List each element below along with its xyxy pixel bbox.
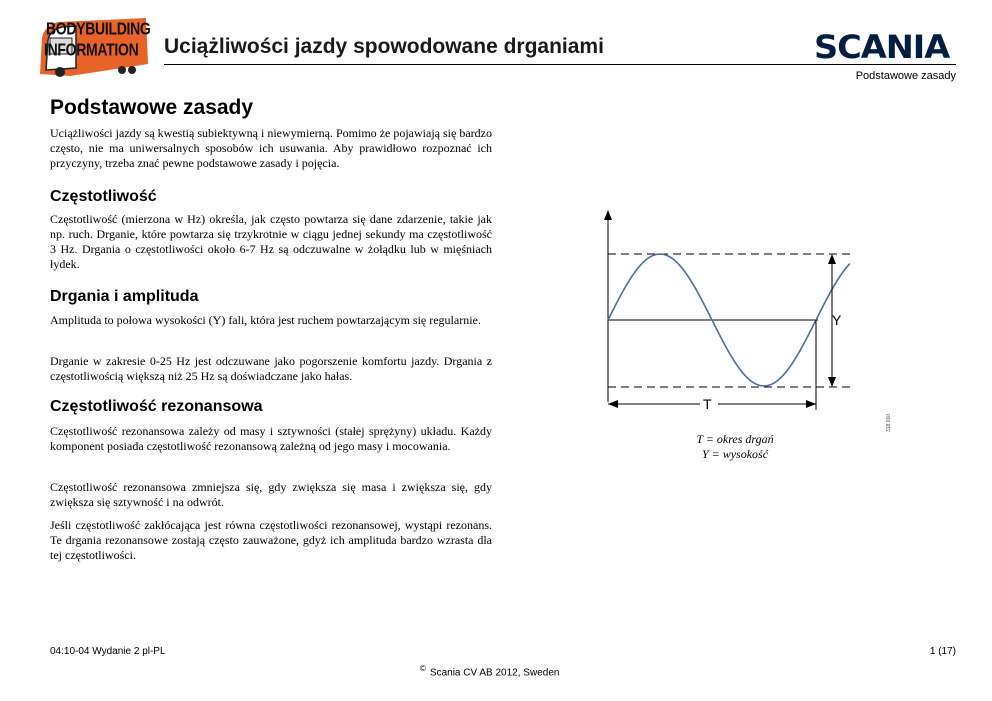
section-heading-frequency: Częstotliwość bbox=[50, 188, 157, 205]
amplitude-paragraph-2: Drganie w zakresie 0-25 Hz jest odczuwane jako pogorszenie komfortu jazdy. Drgania z częstotliwością większą niż 25 Hz są doświadczane jako hałas. bbox=[50, 354, 492, 383]
amplitude-paragraph-1: Amplituda to połowa wysokości (Y) fali, która jest ruchem powtarzającym się regularnie. bbox=[50, 313, 481, 327]
section-heading-amplitude: Drgania i amplituda bbox=[50, 288, 199, 305]
logo-text-bottom: INFORMATION bbox=[44, 39, 139, 59]
t-label: T bbox=[703, 396, 712, 412]
logo-text-top: BODYBUILDING bbox=[46, 18, 151, 38]
resonance-paragraph-3: Jeśli częstotliwość zakłócająca jest równa częstotliwości rezonansowej, wystąpi rezonans. Te drgania rezonansowe zostają często zauważone, gdyż ich amplituda bardzo wzrasta dla tej częstotliwości. bbox=[50, 518, 492, 562]
copyright-notice bbox=[420, 664, 559, 678]
document-title: Uciążliwości jazdy spowodowane drganiami bbox=[164, 35, 604, 58]
copyright-text: Scania CV AB 2012, Sweden bbox=[429, 667, 560, 679]
scania-logo: SCANIA bbox=[814, 28, 950, 66]
frequency-paragraph: Częstotliwość (mierzona w Hz) określa, jak często powtarza się dane zdarzenie, takie jak np. ruch. Drganie, które powtarza się trzykrotnie w ciągu jednej sekundy ma częstotliwość 3 Hz. Drgania o częstotliwości około 6-7 Hz są odczuwalne w żołądku lub w mięśniach łydek. bbox=[50, 212, 492, 271]
page-number: 1 (17) bbox=[929, 646, 956, 657]
section-label: Podstawowe zasady bbox=[855, 70, 956, 82]
t-arrow-right bbox=[806, 400, 816, 408]
y-arrow-bottom bbox=[828, 377, 836, 387]
document-version: 04:10-04 Wydanie 2 pl-PL bbox=[50, 646, 166, 657]
y-arrow-top bbox=[828, 254, 836, 264]
resonance-paragraph-1: Częstotliwość rezonansowa zależy od masy i sztywności (stałej sprężyny) układu. Każdy komponent posiada częstotliwość rezonansową zależną od jego masy i mocowania. bbox=[50, 424, 492, 453]
page-heading: Podstawowe zasady bbox=[50, 96, 254, 119]
intro-paragraph: Uciążliwości jazdy są kwestią subiektywną i niewymierną. Pomimo że pojawiają się bardzo często, nie ma uniwersalnych sposobów ich usuwania. Aby prawidłowo rozpoznać ich przyczyny, trzeba znać pewne podstawowe zasady i pojęcia. bbox=[50, 126, 492, 170]
figure-code: 318 010 bbox=[886, 413, 892, 432]
sine-wave-diagram bbox=[598, 206, 908, 436]
copyright-symbol: © bbox=[420, 664, 426, 673]
y-label: Y bbox=[832, 312, 842, 328]
section-heading-resonance: Częstotliwość rezonansowa bbox=[50, 398, 263, 415]
t-arrow-left bbox=[608, 400, 618, 408]
resonance-paragraph-2: Częstotliwość rezonansowa zmniejsza się, gdy zwiększa się masa i zwiększa się, gdy zwiększa się sztywność i na odwrót. bbox=[50, 480, 492, 509]
header-divider bbox=[164, 64, 956, 65]
caption-line-1: T = okres drgań bbox=[696, 432, 774, 446]
axis-arrow bbox=[604, 210, 612, 220]
caption-line-2: Y = wysokość bbox=[701, 447, 769, 461]
